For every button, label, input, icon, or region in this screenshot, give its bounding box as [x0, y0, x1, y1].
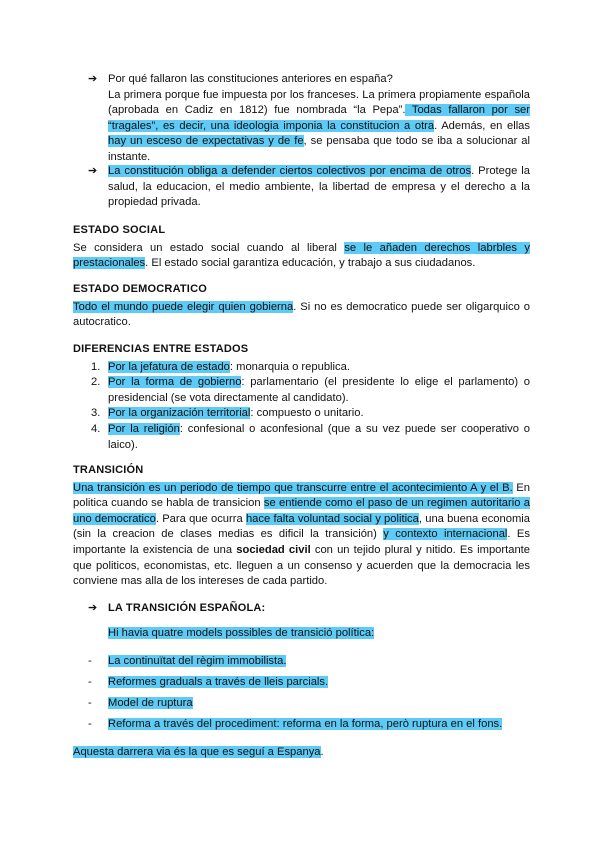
constitution-block: ➔ La constitución obliga a defender ciertos colectivos por encima de otros. Protege la salud, la educacion, el medio ambiente, la libertad de empresa y el derecho a la propiedad privada.	[88, 165, 530, 209]
list-item: - Reforma a través del procediment: reforma en la forma, però ruptura en el fons.	[88, 718, 503, 730]
transicion-intro: Hi havia quatre models possibles de transició política:	[108, 627, 375, 639]
section-heading: DIFERENCIAS ENTRE ESTADOS	[73, 343, 249, 355]
section-heading: ESTADO SOCIAL	[73, 224, 166, 236]
estado-democratico-section: ESTADO DEMOCRATICO Todo el mundo puede elegir quien gobierna. Si no es democratico puede ser oligarquico o autocratico.	[73, 283, 530, 329]
section-heading: ESTADO DEMOCRATICO	[73, 283, 207, 295]
section-heading: TRANSICIÓN	[73, 464, 144, 476]
list-item: 4. Por la religión: confesional o aconfesional (que a su vez puede ser cooperativo o laico).	[91, 422, 530, 451]
transicion-section: TRANSICIÓN Una transición es un periodo de tiempo que transcurre entre el acontecimiento A y el B. En politica cuando se habla de transicion se entiende como el paso de un regimen autoritario a uno democratico. Para que ocurra hace falta voluntad social y politica, una buena economia (sin la creacion de clases medias es dificil la transición) y contexto internacional. Es importante la existencia de una sociedad civil con un tejido plural y nitido. Es importante que politicos, economistas, etc. lleguen a un consenso y acuerden que la democracia les conviene mas alla de los intereses de cada partido.	[73, 464, 530, 588]
diferencias-list	[73, 360, 530, 454]
closing-line: Aquesta darrera via és la que es seguí a Espanya.	[73, 746, 324, 758]
list-item: - Reformes graduals a través de lleis parcials.	[88, 676, 329, 688]
arrow-right-icon: ➔	[88, 165, 98, 177]
question-answer: La primera porque fue impuesta por los franceses. La primera propiamente española (aprobada en Cadiz en 1812) fue nombrada “la Pepa”. Todas fallaron por ser “tragales”, es decir, una ideologia imponia la constitucion a otra. Además, en ellas hay un esceso de expectativas y de fe, se pensaba que todo se iba a solucionar al instante.	[108, 88, 531, 163]
question-title: Por qué fallaron las constituciones anteriores en españa?	[108, 73, 393, 85]
list-item: - Model de ruptura	[88, 697, 193, 709]
estado-social-section: ESTADO SOCIAL Se considera un estado social cuando al liberal se le añaden derechos labrbles y prestacionales. El estado social garantiza educación, y trabajo a sus ciudadanos.	[73, 224, 530, 270]
models-list	[88, 654, 538, 738]
list-item: - La continuïtat del règim immobilista.	[88, 655, 287, 667]
list-item: 2. Por la forma de gobierno: parlamentario (el presidente lo elige el parlamento) o presidencial (se vota directamente al candidato).	[91, 376, 530, 404]
question-block	[88, 72, 530, 166]
arrow-right-icon: ➔	[88, 602, 98, 614]
list-item: 3. Por la organización territorial: compuesto o unitario.	[91, 407, 364, 420]
diferencias-section	[73, 342, 530, 453]
arrow-right-icon: ➔	[88, 73, 98, 85]
transicion-espanola-heading: ➔ LA TRANSICIÓN ESPAÑOLA:	[88, 601, 530, 619]
list-item: 1. Por la jefatura de estado: monarquia o republica.	[91, 360, 350, 373]
